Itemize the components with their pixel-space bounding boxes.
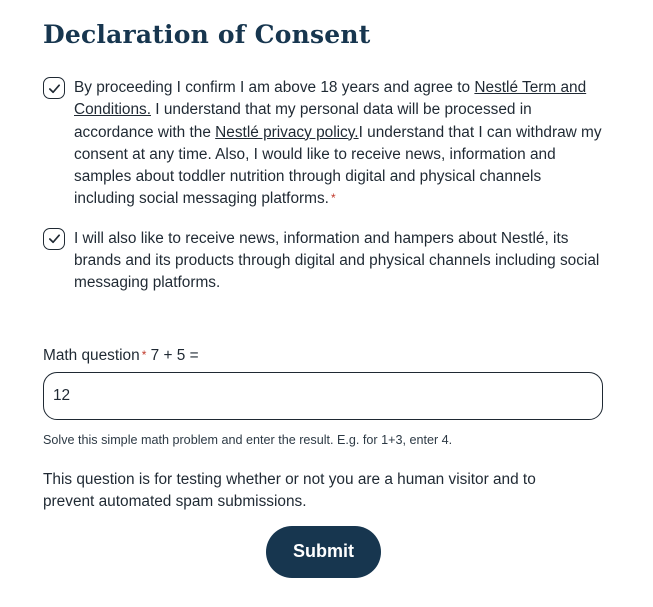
- checkmark-icon: [47, 81, 62, 96]
- math-question-text: 7 + 5 =: [150, 346, 199, 364]
- consent-marketing-checkbox[interactable]: [43, 228, 65, 250]
- consent-terms-text-before: By proceeding I confirm I am above 18 years and agree to: [74, 79, 475, 96]
- page-title: Declaration of Consent: [43, 20, 371, 49]
- math-label-text: Math question: [43, 346, 140, 364]
- consent-terms-row: [43, 77, 605, 211]
- math-answer-input[interactable]: [43, 372, 603, 420]
- consent-marketing-text: I will also like to receive news, information and hampers about Nestlé, its brands and its products through digital and physical channels including social messaging platforms.: [74, 229, 600, 292]
- submit-container: [43, 526, 605, 578]
- consent-terms-text: [74, 77, 604, 211]
- required-marker: *: [141, 347, 147, 362]
- math-question-label: [43, 346, 605, 366]
- privacy-policy-link[interactable]: Nestlé privacy policy.: [215, 123, 359, 141]
- consent-marketing-row: [43, 228, 605, 295]
- spam-notice: This question is for testing whether or not you are a human visitor and to prevent automated spam submissions.: [43, 470, 536, 510]
- terms-link[interactable]: Nestlé Term and Conditions.: [74, 79, 587, 119]
- consent-terms-text-after: I understand that I can withdraw my consent at any time. Also, I would like to receive news, information and samples about toddler nutrition through digital and physical channels including social messaging platforms.: [74, 123, 602, 208]
- consent-terms-text-mid: I understand that my personal data will be processed in accordance with the: [74, 101, 532, 141]
- checkmark-icon: [47, 231, 62, 246]
- submit-button[interactable]: Submit: [266, 526, 381, 578]
- consent-form: [43, 18, 605, 578]
- consent-terms-checkbox[interactable]: [43, 77, 65, 99]
- required-marker: *: [330, 191, 336, 206]
- math-hint: Solve this simple math problem and enter the result. E.g. for 1+3, enter 4.: [43, 432, 453, 447]
